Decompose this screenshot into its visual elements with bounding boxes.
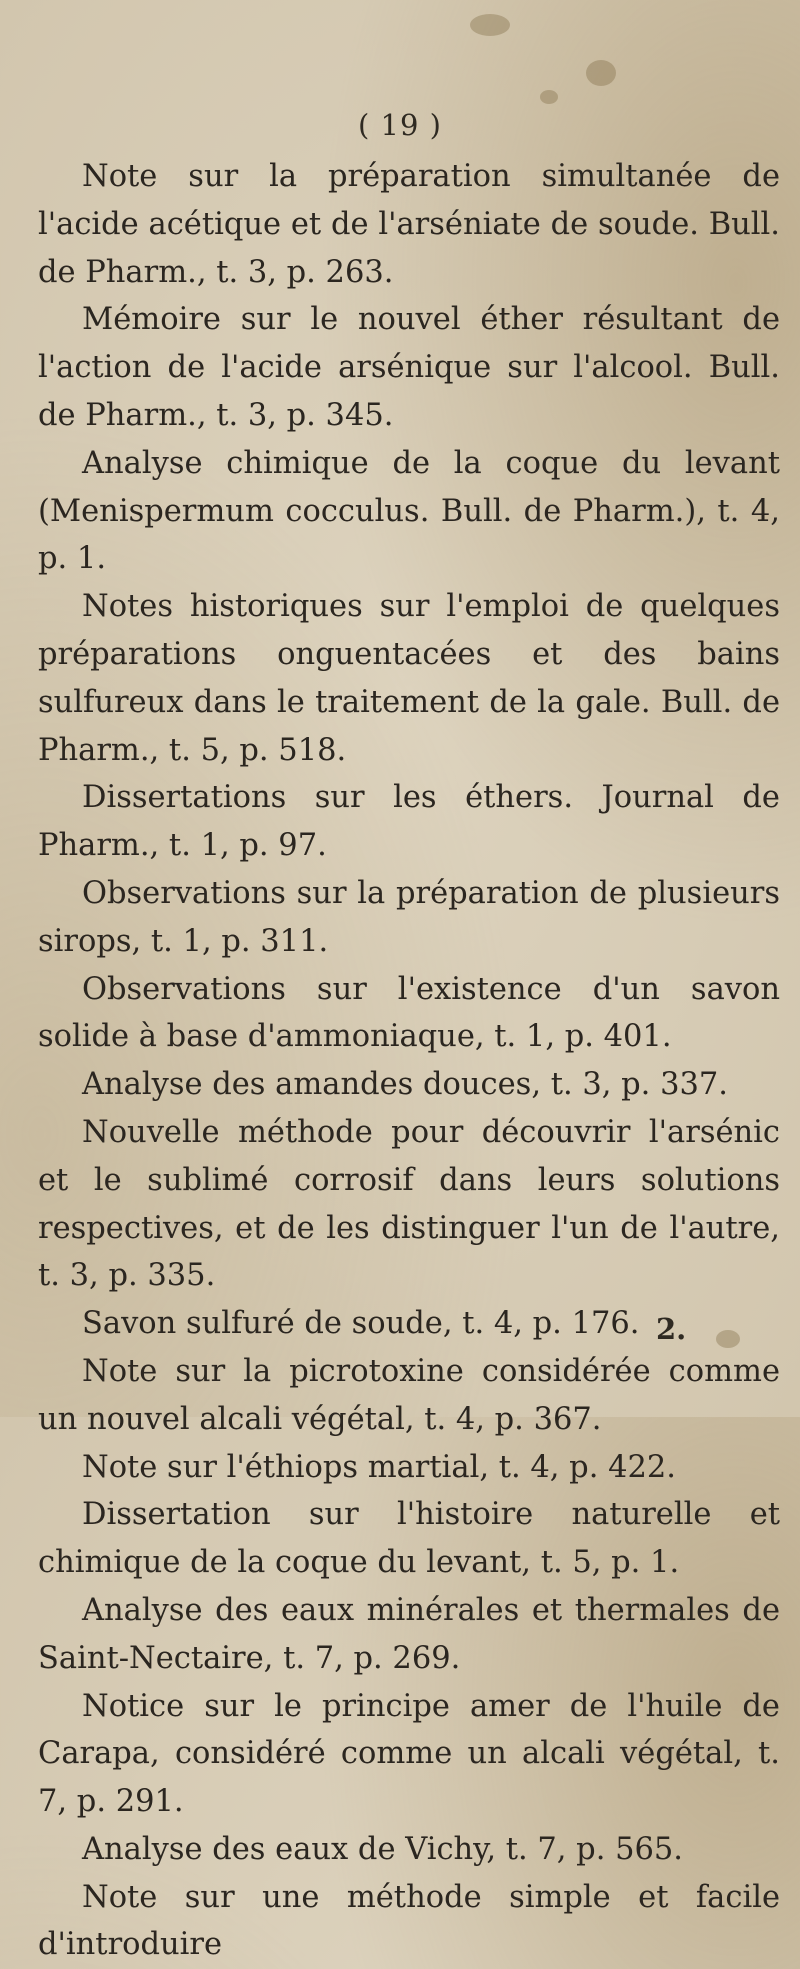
list-item: Analyse des amandes douces, t. 3, p. 337. [82,1067,728,1103]
bibliography-list [38,153,780,1969]
list-item: Mémoire sur le nouvel éther résultant de l'action de l'acide arsénique sur l'alcool. Bull. de Pharm., t. 3, p. 345. [38,302,780,433]
list-item: Analyse chimique de la coque du levant (Menispermum cocculus. Bull. de Pharm.), t. 4, p. 1. [38,445,780,577]
list-item: Notes historiques sur l'emploi de quelques préparations onguentacées et des bains sulfureux dans le traitement de la gale. Bull. de Pharm., t. 5, p. 518. [38,589,780,768]
list-item: Analyse des eaux de Vichy, t. 7, p. 565. [82,1831,684,1867]
list-item: Note sur une méthode simple et facile d'introduire [38,1879,780,1963]
list-item: Note sur l'éthiops martial, t. 4, p. 422. [82,1449,676,1485]
list-item: Nouvelle méthode pour découvrir l'arsénic et le sublimé corrosif dans leurs solutions respectives, et de les distinguer l'un de l'autre, t. 3, p. 335. [38,1114,780,1294]
list-item: Notice sur le principe amer de l'huile de Carapa, considéré comme un alcali végétal, t. 7, p. 291. [38,1688,780,1820]
list-item: Analyse des eaux minérales et thermales de Saint-Nectaire, t. 7, p. 269. [38,1592,780,1676]
list-item: Savon sulfuré de soude, t. 4, p. 176. [82,1306,640,1342]
paper-stain [586,60,616,86]
list-item: Dissertation sur l'histoire naturelle et chimique de la coque du levant, t. 5, p. 1. [38,1497,780,1581]
paper-stain [540,90,558,104]
paper-stain [470,14,510,36]
signature-mark: 2. [656,1312,687,1346]
list-item: Note sur la préparation simultanée de l'acide acétique et de l'arséniate de soude. Bull. de Pharm., t. 3, p. 263. [38,159,780,290]
page-number: ( 19 ) [358,108,442,142]
list-item: Observations sur la préparation de plusieurs sirops, t. 1, p. 311. [38,875,780,959]
list-item: Observations sur l'existence d'un savon solide à base d'ammoniaque, t. 1, p. 401. [38,971,780,1055]
list-item: Dissertations sur les éthers. Journal de Pharm., t. 1, p. 97. [38,780,780,864]
list-item: Note sur la picrotoxine considérée comme un nouvel alcali végétal, t. 4, p. 367. [38,1353,780,1437]
